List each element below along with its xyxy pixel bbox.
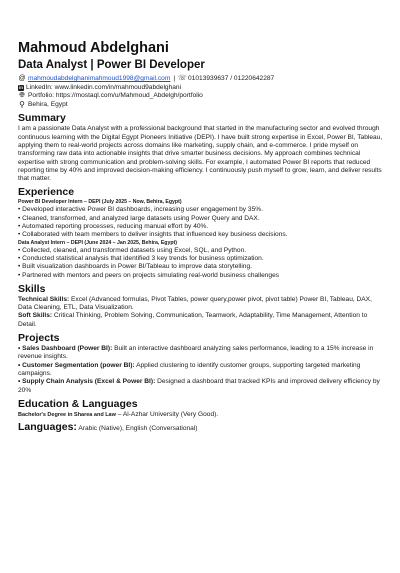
project-item [18,378,384,395]
soft-skills [18,312,384,329]
technical-skills-text: Excel (Advanced formulas, Pivot Tables, power query,power pivot, pivot table) Power BI, Tableau, DAX, Data Cleaning, ETL, Data Visualization. [18,295,372,312]
job-bullet: • Automated reporting processes, reducing manual effort by 40%. [18,223,209,231]
contact-portfolio [18,92,384,101]
project-label: • Sales Dashboard (Power BI): [18,345,113,353]
education-heading: Education & Languages [18,397,138,410]
at-sign-icon: @ [18,75,26,82]
job-bullet: • Partnered with mentors and peers on projects simulating real-world business challenges [18,271,280,279]
soft-skills-label: Soft Skills: [18,312,53,320]
languages-line [18,421,384,435]
project-label: • Customer Segmentation (power BI): [18,361,135,369]
globe-icon: 🌐︎ [19,92,25,100]
phone-icon: ☏ [178,75,187,82]
job-entry [18,240,384,280]
candidate-name: Mahmoud Abdelghani [18,40,169,56]
job-role: Power BI Developer Intern – DEPI (July 2025 – Now, Behira, Egypt) [18,199,182,206]
separator: | [173,75,176,82]
portfolio-url[interactable]: Portfolio: https://mostaql.com/u/Mahmoud_Abdelgh/portfolio [28,92,203,100]
job-role: Data Analyst Intern – DEPI (June 2024 – Jan 2025, Behira, Egypt) [18,239,177,246]
job-bullet: • Conducted statistical analysis that identified 3 key trends for business optimization. [18,254,264,262]
email-link[interactable]: mahmoudabdelghanimahmoud1998@gmail.com [28,75,171,82]
experience-heading: Experience [18,186,75,199]
summary-text: I am a passionate Data Analyst with a professional background that started in the manufacturing sector and evolved through continuous learning with the Digital Egypt Pioneers Initiative (DEPI). I have built strong expertise in Excel, Power BI, Tableau, applying them to real-world projects across domains like marketing, supply chain, and e-commerce. I pride myself on transforming raw data into actionable insights that drive smarter business decisions. My approach combines technical expertise with strong communication and problem-solving skills. For example, I automated Power BI reports that reduced reporting time by 40% and improved decision-making efficiency. I continuously push myself to grow, learn, and deliver results that matter. [18,125,383,183]
linkedin-url[interactable]: LinkedIn: www.linkedin.com/in/mahmoud9abdelghani [26,83,182,91]
project-item [18,345,384,362]
technical-skills [18,296,384,313]
linkedin-icon: in [19,84,23,90]
school-name: – Al-Azhar University (Very Good). [115,410,219,418]
degree-name: Bachelor's Degree in Sharea and Law [18,411,116,418]
summary-heading: Summary [18,112,66,125]
job-title: Data Analyst | Power BI Developer [18,59,205,71]
contact-email-phone [18,75,384,84]
projects-heading: Projects [18,332,60,345]
phone-numbers: 01013939637 / 01220642287 [188,75,275,82]
languages-text: Arabic (Native), English (Conversational) [76,424,198,432]
job-bullet: • Built visualization dashboards in Power BI/Tableau to improve data storytelling. [18,263,252,271]
education-entry [18,411,384,419]
project-text: Applied clustering to identify customer groups, supporting targeted marketing campaigns. [18,361,361,377]
languages-heading: Languages: [18,420,77,433]
job-entry [18,199,384,239]
contact-location [18,101,384,110]
job-bullet: • Developed interactive Power BI dashboards, increasing user engagement by 35%. [18,206,263,214]
job-bullet: • Collected, cleaned, and transformed datasets using Excel, SQL, and Python. [18,246,247,254]
skills-heading: Skills [18,282,46,295]
resume-page [18,40,384,435]
job-bullet: • Collaborated with team members to deliver insights that influenced key business decisions. [18,231,288,239]
project-text: Designed a dashboard that tracked KPIs and improved delivery efficiency by 20% [18,378,380,394]
project-text: Built an interactive dashboard analyzing sales performance, leading to a 15% increase in revenue insights. [18,345,374,361]
project-item [18,362,384,379]
location-pin-icon: ⚲ [19,99,25,109]
job-bullet: • Cleaned, transformed, and analyzed large datasets using Power Query and DAX. [18,214,260,222]
location-text: Behira, Egypt [28,100,68,108]
contact-linkedin [18,84,384,93]
technical-skills-label: Technical Skills: [18,295,70,303]
soft-skills-text: Critical Thinking, Problem Solving, Communication, Teamwork, Adaptability, Time Management, Attention to Detail. [18,312,368,328]
project-label: • Supply Chain Analysis (Excel & Power BI): [18,378,156,386]
